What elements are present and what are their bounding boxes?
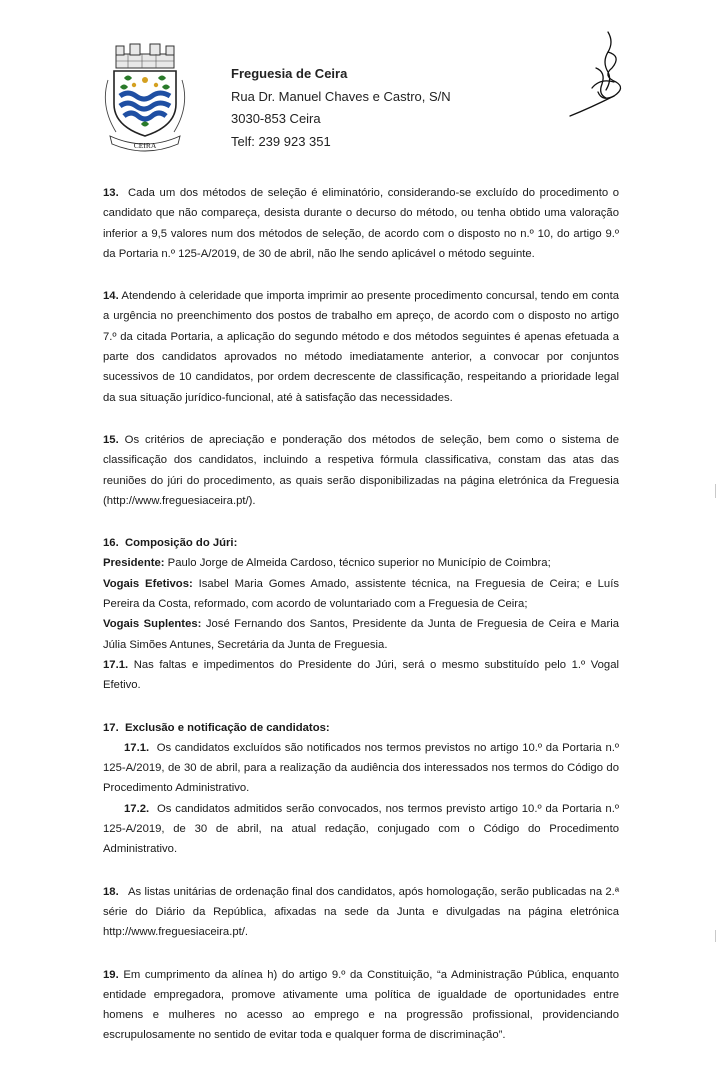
- organization-phone: Telf: 239 923 351: [231, 133, 331, 149]
- scan-edge-mark: [715, 930, 716, 942]
- section-19: [103, 965, 619, 1046]
- jury-president-text: Paulo Jorge de Almeida Cardoso, técnico superior no Município de Coimbra;: [167, 557, 551, 570]
- jury-substitute-members: [103, 614, 619, 655]
- jury-effective-members: [103, 574, 619, 615]
- jury-president: [103, 553, 619, 573]
- organization-postal-code: 3030-853 Ceira: [231, 111, 321, 126]
- section-text: Em cumprimento da alínea h) do artigo 9.º da Constituição, “a Administração Pública, enquanto entidade empregadora, promove ativamente uma política de igualdade de oportunidades entre homens e mulheres no acesso ao emprego e na progressão profissional, providenciando escrupulosamente no sentido de evitar toda e qualquer forma de discriminação”.: [103, 968, 620, 1042]
- subsection-17-1: [103, 738, 619, 799]
- section-text: As listas unitárias de ordenação final dos candidatos, após homologação, serão publicadas na 2.ª série do Diário da República, afixadas na sede da Junta e divulgadas na página eletrónica http://www.freguesiaceira.pt/.: [103, 885, 619, 939]
- scan-edge-mark: [715, 484, 716, 498]
- jury-effective-label: Vogais Efetivos:: [103, 577, 193, 590]
- section-13: [103, 183, 619, 264]
- section-14: [103, 286, 619, 408]
- jury-substitute-label: Vogais Suplentes:: [103, 618, 202, 631]
- subsection-17-1-jury: [103, 655, 619, 696]
- section-number: 14.: [103, 290, 119, 303]
- handwritten-signature: [562, 28, 632, 120]
- section-number: 15.: [103, 433, 119, 446]
- jury-effective-text: Isabel Maria Gomes Amado, assistente técnica, na Freguesia de Ceira; e Luís Pereira da Costa, reformado, com acordo de voluntariado com a Freguesia de Ceira;: [103, 577, 619, 611]
- coat-of-arms-logo: [98, 40, 192, 154]
- organization-address: Rua Dr. Manuel Chaves e Castro, S/N: [231, 88, 451, 104]
- document-body: [103, 183, 619, 1068]
- subsection-number: 17.1.: [124, 741, 150, 754]
- section-number: 18.: [103, 885, 119, 898]
- section-16: [103, 533, 619, 695]
- crest-ribbon-text: CEIRA: [133, 141, 157, 150]
- subsection-number: 17.1.: [103, 658, 129, 671]
- section-number: 13.: [103, 187, 119, 199]
- section-text: Cada um dos métodos de seleção é eliminatório, considerando-se excluído do procedimento o candidato que não compareça, desista durante o decurso do método, ou tenha obtido uma valoração inferior a 9,5 valores num dos métodos de seleção, de acordo com o disposto no n.º 10, do artigo 9.º da Portaria n.º 125-A/2019, de 30 de abril, não lhe sendo aplicável o método seguinte.: [103, 187, 620, 260]
- section-text: Os critérios de apreciação e ponderação dos métodos de seleção, bem como o sistema de classificação dos candidatos, incluindo a respetiva fórmula classificativa, constam das atas das reuniões do júri do procedimento, as quais serão disponibilizadas na página eletrónica da Freguesia (http://www.freguesiaceira.pt/).: [103, 433, 620, 507]
- section-17: [103, 718, 619, 860]
- section-heading: 16. Composição do Júri:: [103, 537, 238, 550]
- section-number: 19.: [103, 968, 119, 981]
- subsection-number: 17.2.: [124, 802, 150, 815]
- organization-name: Freguesia de Ceira: [231, 66, 348, 81]
- section-15: [103, 430, 619, 511]
- section-text: Atendendo à celeridade que importa imprimir ao presente procedimento concursal, tendo em conta a urgência no preenchimento dos postos de trabalho em apreço, de acordo com o disposto no artigo 7.º da citada Portaria, a aplicação do segundo método e dos métodos seguintes é apenas efetuada a parte dos candidatos aprovados no método imediatamente anterior, a convocar por conjuntos sucessivos de 10 candidatos, por ordem decrescente de classificação, respeitando a prioridade legal da sua situação jurídico-funcional, até à satisfação das necessidades.: [103, 290, 620, 404]
- jury-president-label: Presidente:: [103, 557, 165, 570]
- jury-substitute-text: José Fernando dos Santos, Presidente da Junta de Freguesia de Ceira e Maria Júlia Simões Antunes, Secretária da Junta de Freguesia.: [103, 618, 620, 651]
- subsection-text: Os candidatos excluídos são notificados nos termos previstos no artigo 10.º da Portaria n.º 125-A/2019, de 30 de abril, para a realização da audiência dos interessados nos termos do Código do Procedimento Administrativo.: [103, 741, 620, 795]
- section-heading: 17. Exclusão e notificação de candidatos:: [103, 721, 330, 734]
- subsection-17-2: [103, 799, 619, 860]
- letterhead: [231, 63, 451, 153]
- subsection-text: Nas faltas e impedimentos do Presidente do Júri, será o mesmo substituído pelo 1.º Vogal Efetivo.: [103, 658, 619, 692]
- subsection-text: Os candidatos admitidos serão convocados, nos termos previsto artigo 10.º da Portaria n.º 125-A/2019, de 30 de abril, na atual redação, conjugado com o Código do Procedimento Administrativo.: [103, 802, 619, 856]
- section-18: [103, 882, 619, 943]
